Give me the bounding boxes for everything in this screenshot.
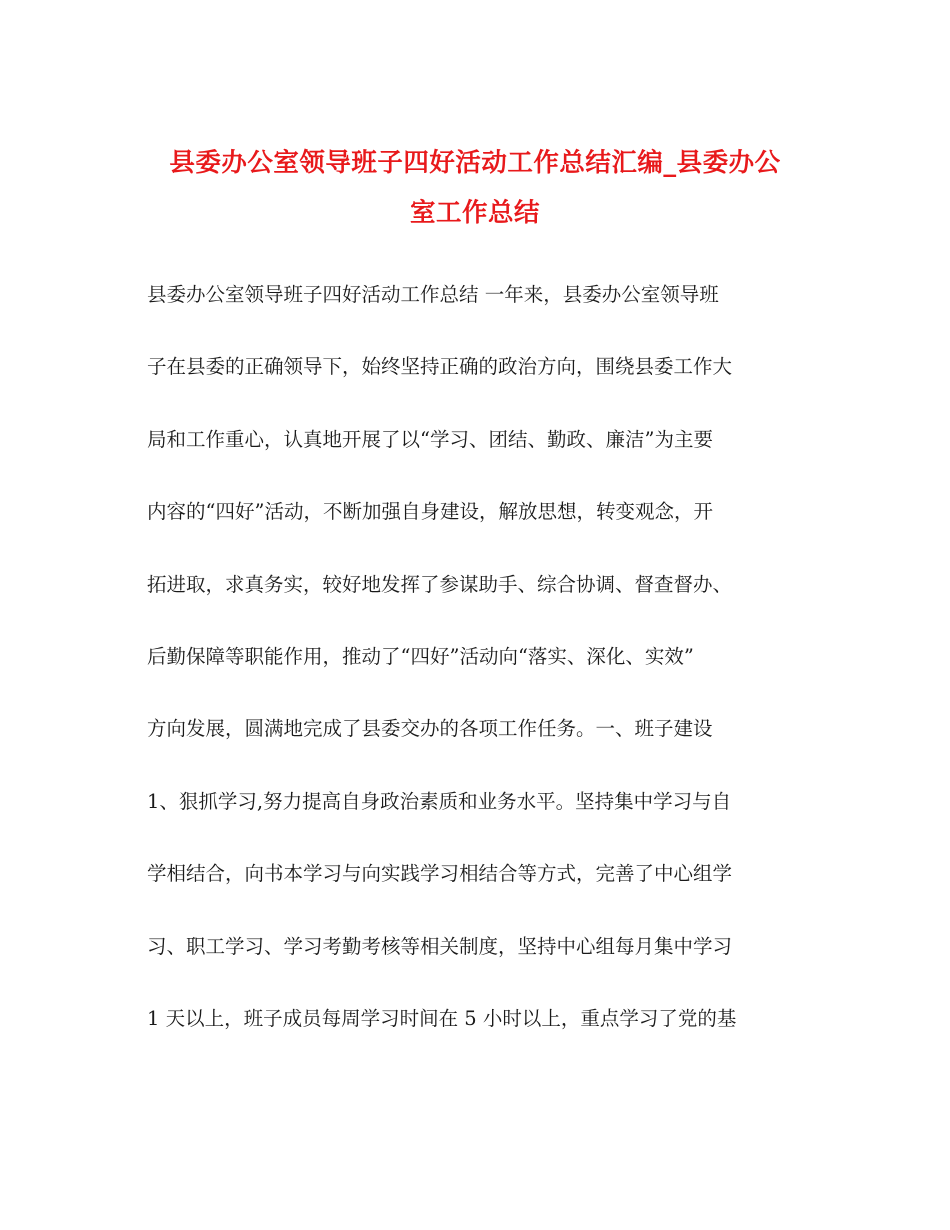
- document-title: [120, 138, 830, 238]
- body-line: 内容的“四好”活动，不断加强自身建设，解放思想，转变观念，开: [147, 500, 713, 524]
- body-line: 拓进取，求真务实，较好地发挥了参谋助手、综合协调、督查督办、: [147, 572, 733, 596]
- body-line: 习、职工学习、学习考勤考核等相关制度，坚持中心组每月集中学习: [147, 934, 733, 958]
- title-line-1: 县委办公室领导班子四好活动工作总结汇编_县委办公: [169, 148, 781, 178]
- body-line: 县委办公室领导班子四好活动工作总结 一年来，县委办公室领导班: [147, 283, 719, 306]
- body-line: 学相结合，向书本学习与向实践学习相结合等方式，完善了中心组学: [147, 862, 733, 886]
- body-line: 后勤保障等职能作用，推动了“四好”活动向“落实、深化、实效”: [147, 644, 694, 668]
- body-line: 1 天以上，班子成员每周学习时间在 5 小时以上，重点学习了党的基: [147, 1006, 737, 1030]
- body-line: 方向发展，圆满地完成了县委交办的各项工作任务。一、班子建设: [147, 717, 713, 741]
- document-body: [147, 277, 807, 1073]
- title-line-2: 室工作总结: [409, 198, 540, 228]
- body-line: 1、狠抓学习,努力提高自身政治素质和业务水平。坚持集中学习与自: [147, 789, 732, 813]
- body-line: 子在县委的正确领导下，始终坚持正确的政治方向，围绕县委工作大: [147, 355, 733, 379]
- body-line: 局和工作重心，认真地开展了以“学习、团结、勤政、廉洁”为主要: [147, 427, 713, 451]
